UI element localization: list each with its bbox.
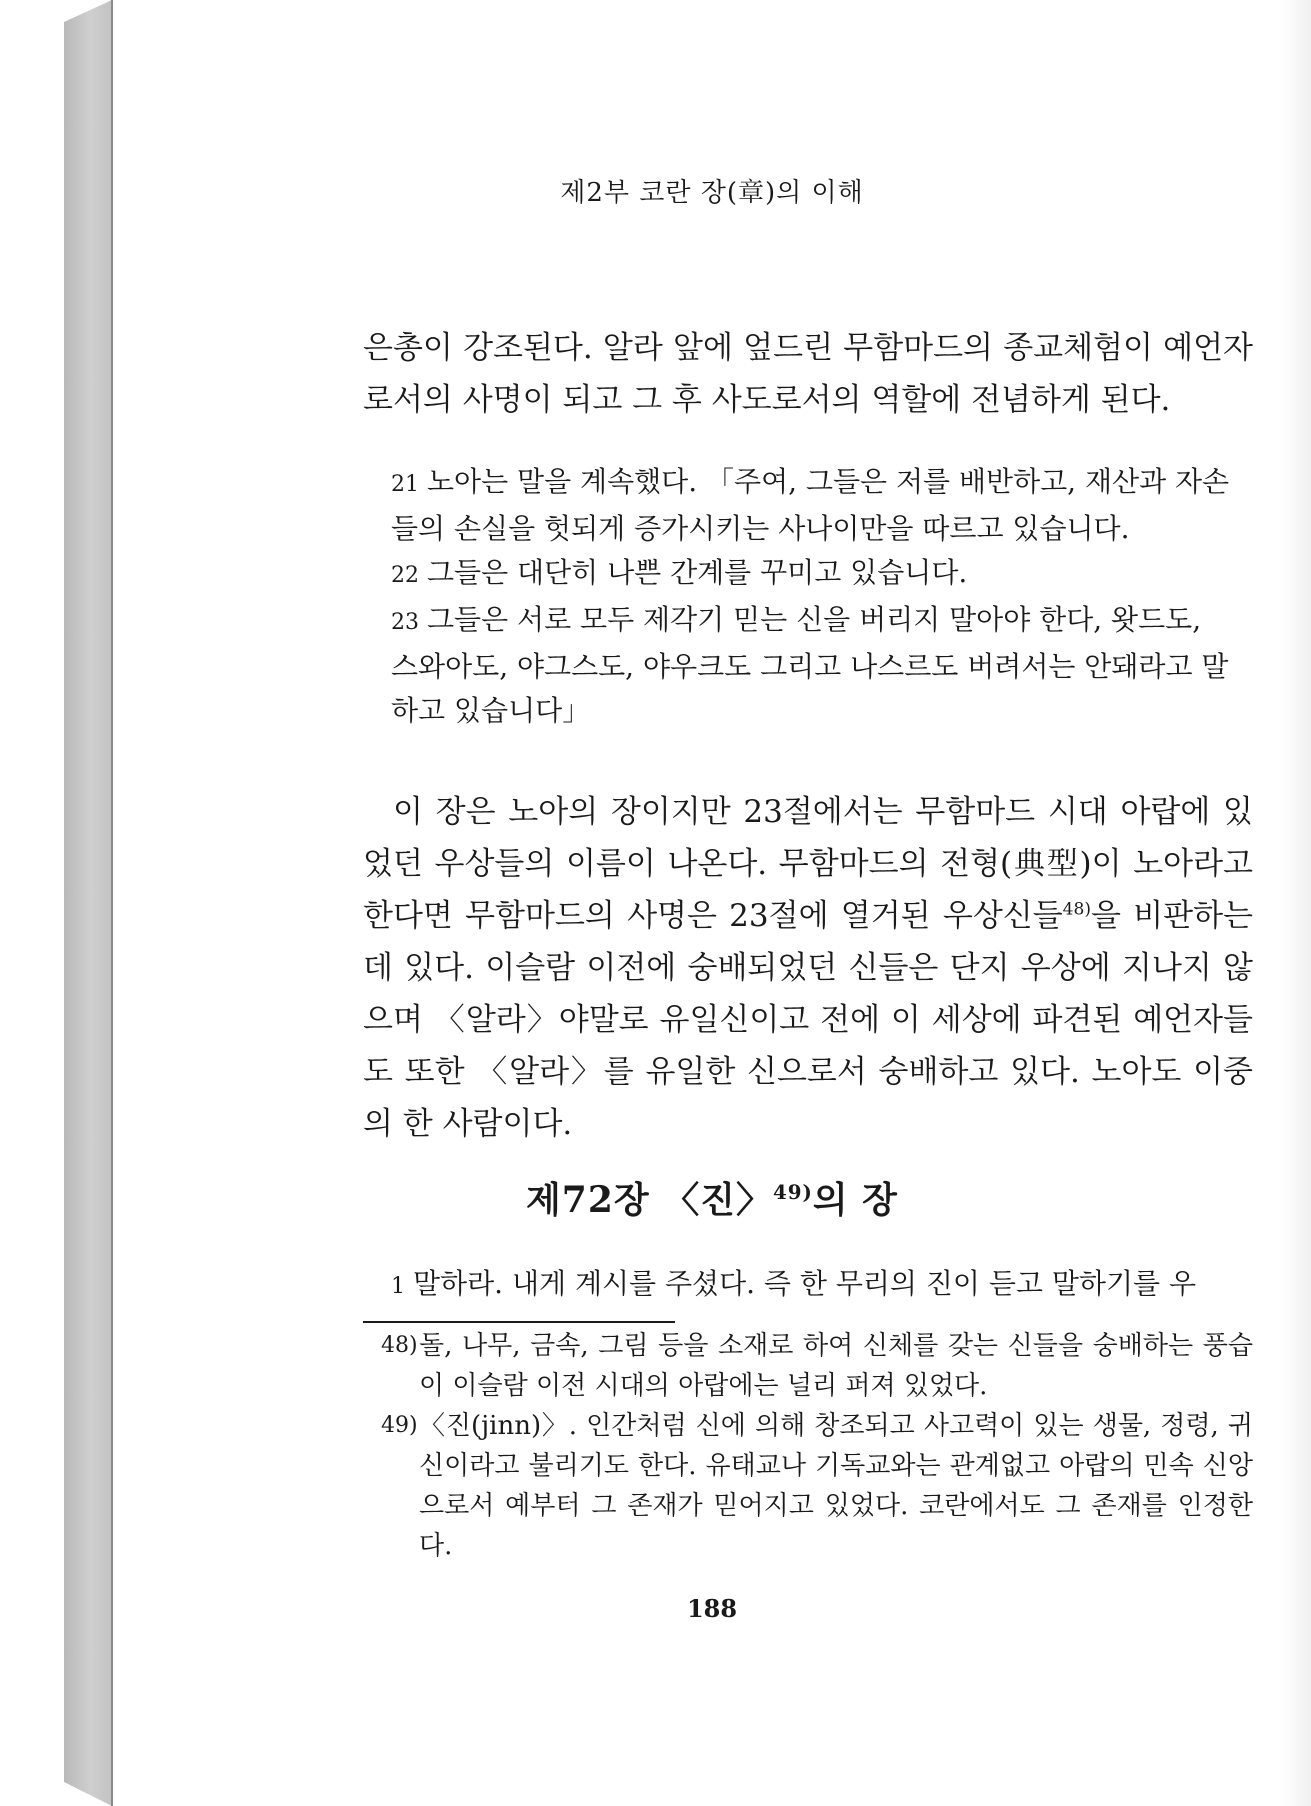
verse-21 <box>391 460 1231 551</box>
book-page <box>113 0 1311 1806</box>
footnote-ref-49: 49) <box>772 1180 813 1204</box>
verse-text: 그들은 대단히 나쁜 간계를 꾸미고 있습니다. <box>427 556 968 589</box>
verse-number: 21 <box>391 472 419 497</box>
chapter-verse-1 <box>391 1262 1231 1302</box>
footnote-text: 〈진(jinn)〉. 인간처럼 신에 의해 창조되고 사고력이 있는 생물, 정령, 귀신이라고 불리기도 한다. 유태교나 기독교와는 관계없고 아랍의 민속 신앙으로서 예부터 그 존재가 믿어지고 있었다. 코란에서도 그 존재를 인정한다. <box>419 1411 1253 1561</box>
commentary-text-2: 을 비판하는 데 있다. 이슬람 이전에 숭배되었던 신들은 단지 우상에 지나지 않으며 〈알라〉야말로 유일신이고 전에 이 세상에 파견된 예언자들도 또한 〈알라〉를 유일한 신으로서 숭배하고 있다. 노아도 이중의 한 사람이다. <box>363 898 1253 1142</box>
footnote-number: 48) <box>381 1333 418 1358</box>
footnote-divider <box>363 1321 675 1323</box>
verse-block <box>391 460 1231 733</box>
verse-23 <box>391 598 1231 733</box>
footnote-49 <box>381 1406 1253 1566</box>
verse-text: 그들은 서로 모두 제각기 믿는 신을 버리지 말아야 한다, 왓드도, 스와아도, 야그스도, 야우크도 그리고 나스르도 버려서는 안돼라고 말하고 있습니다」 <box>391 603 1229 727</box>
book-spine <box>64 0 112 1806</box>
commentary-text-1: 이 장은 노아의 장이지만 23절에서는 무함마드 시대 아랍에 있었던 우상들의 이름이 나온다. 무함마드의 전형(典型)이 노아라고 한다면 무함마드의 사명은 23절에 열거된 우상신들 <box>363 794 1253 934</box>
chapter-title <box>113 1172 1311 1223</box>
page-edge-shadow <box>1281 0 1311 1806</box>
chapter-title-text: 제72장 〈진〉 <box>526 1179 773 1221</box>
verse-text: 말하라. 내게 계시를 주셨다. 즉 한 무리의 진이 듣고 말하기를 우 <box>413 1267 1197 1300</box>
page-number: 188 <box>686 1594 738 1623</box>
running-head: 제2부 코란 장(章)의 이해 <box>560 178 864 208</box>
footnotes <box>381 1326 1253 1566</box>
intro-paragraph: 은총이 강조된다. 알라 앞에 엎드린 무함마드의 종교체험이 예언자로서의 사명이 되고 그 후 사도로서의 역할에 전념하게 된다. <box>363 330 1253 418</box>
footnote-ref-48: 48) <box>1062 899 1091 920</box>
footnote-number: 49) <box>381 1413 418 1438</box>
verse-number: 23 <box>391 610 419 635</box>
verse-number: 1 <box>391 1274 405 1299</box>
footnote-48 <box>381 1326 1253 1406</box>
footnote-text: 돌, 나무, 금속, 그림 등을 소재로 하여 신체를 갖는 신들을 숭배하는 풍습이 이슬람 이전 시대의 아랍에는 널리 퍼져 있었다. <box>419 1331 1253 1401</box>
verse-22 <box>391 551 1231 598</box>
commentary-paragraph <box>363 786 1253 1150</box>
chapter-title-suffix: 의 장 <box>812 1179 898 1221</box>
verse-number: 22 <box>391 563 419 588</box>
verse-text: 노아는 말을 계속했다. 「주여, 그들은 저를 배반하고, 재산과 자손들의 손실을 헛되게 증가시키는 사나이만을 따르고 있습니다. <box>391 465 1230 545</box>
